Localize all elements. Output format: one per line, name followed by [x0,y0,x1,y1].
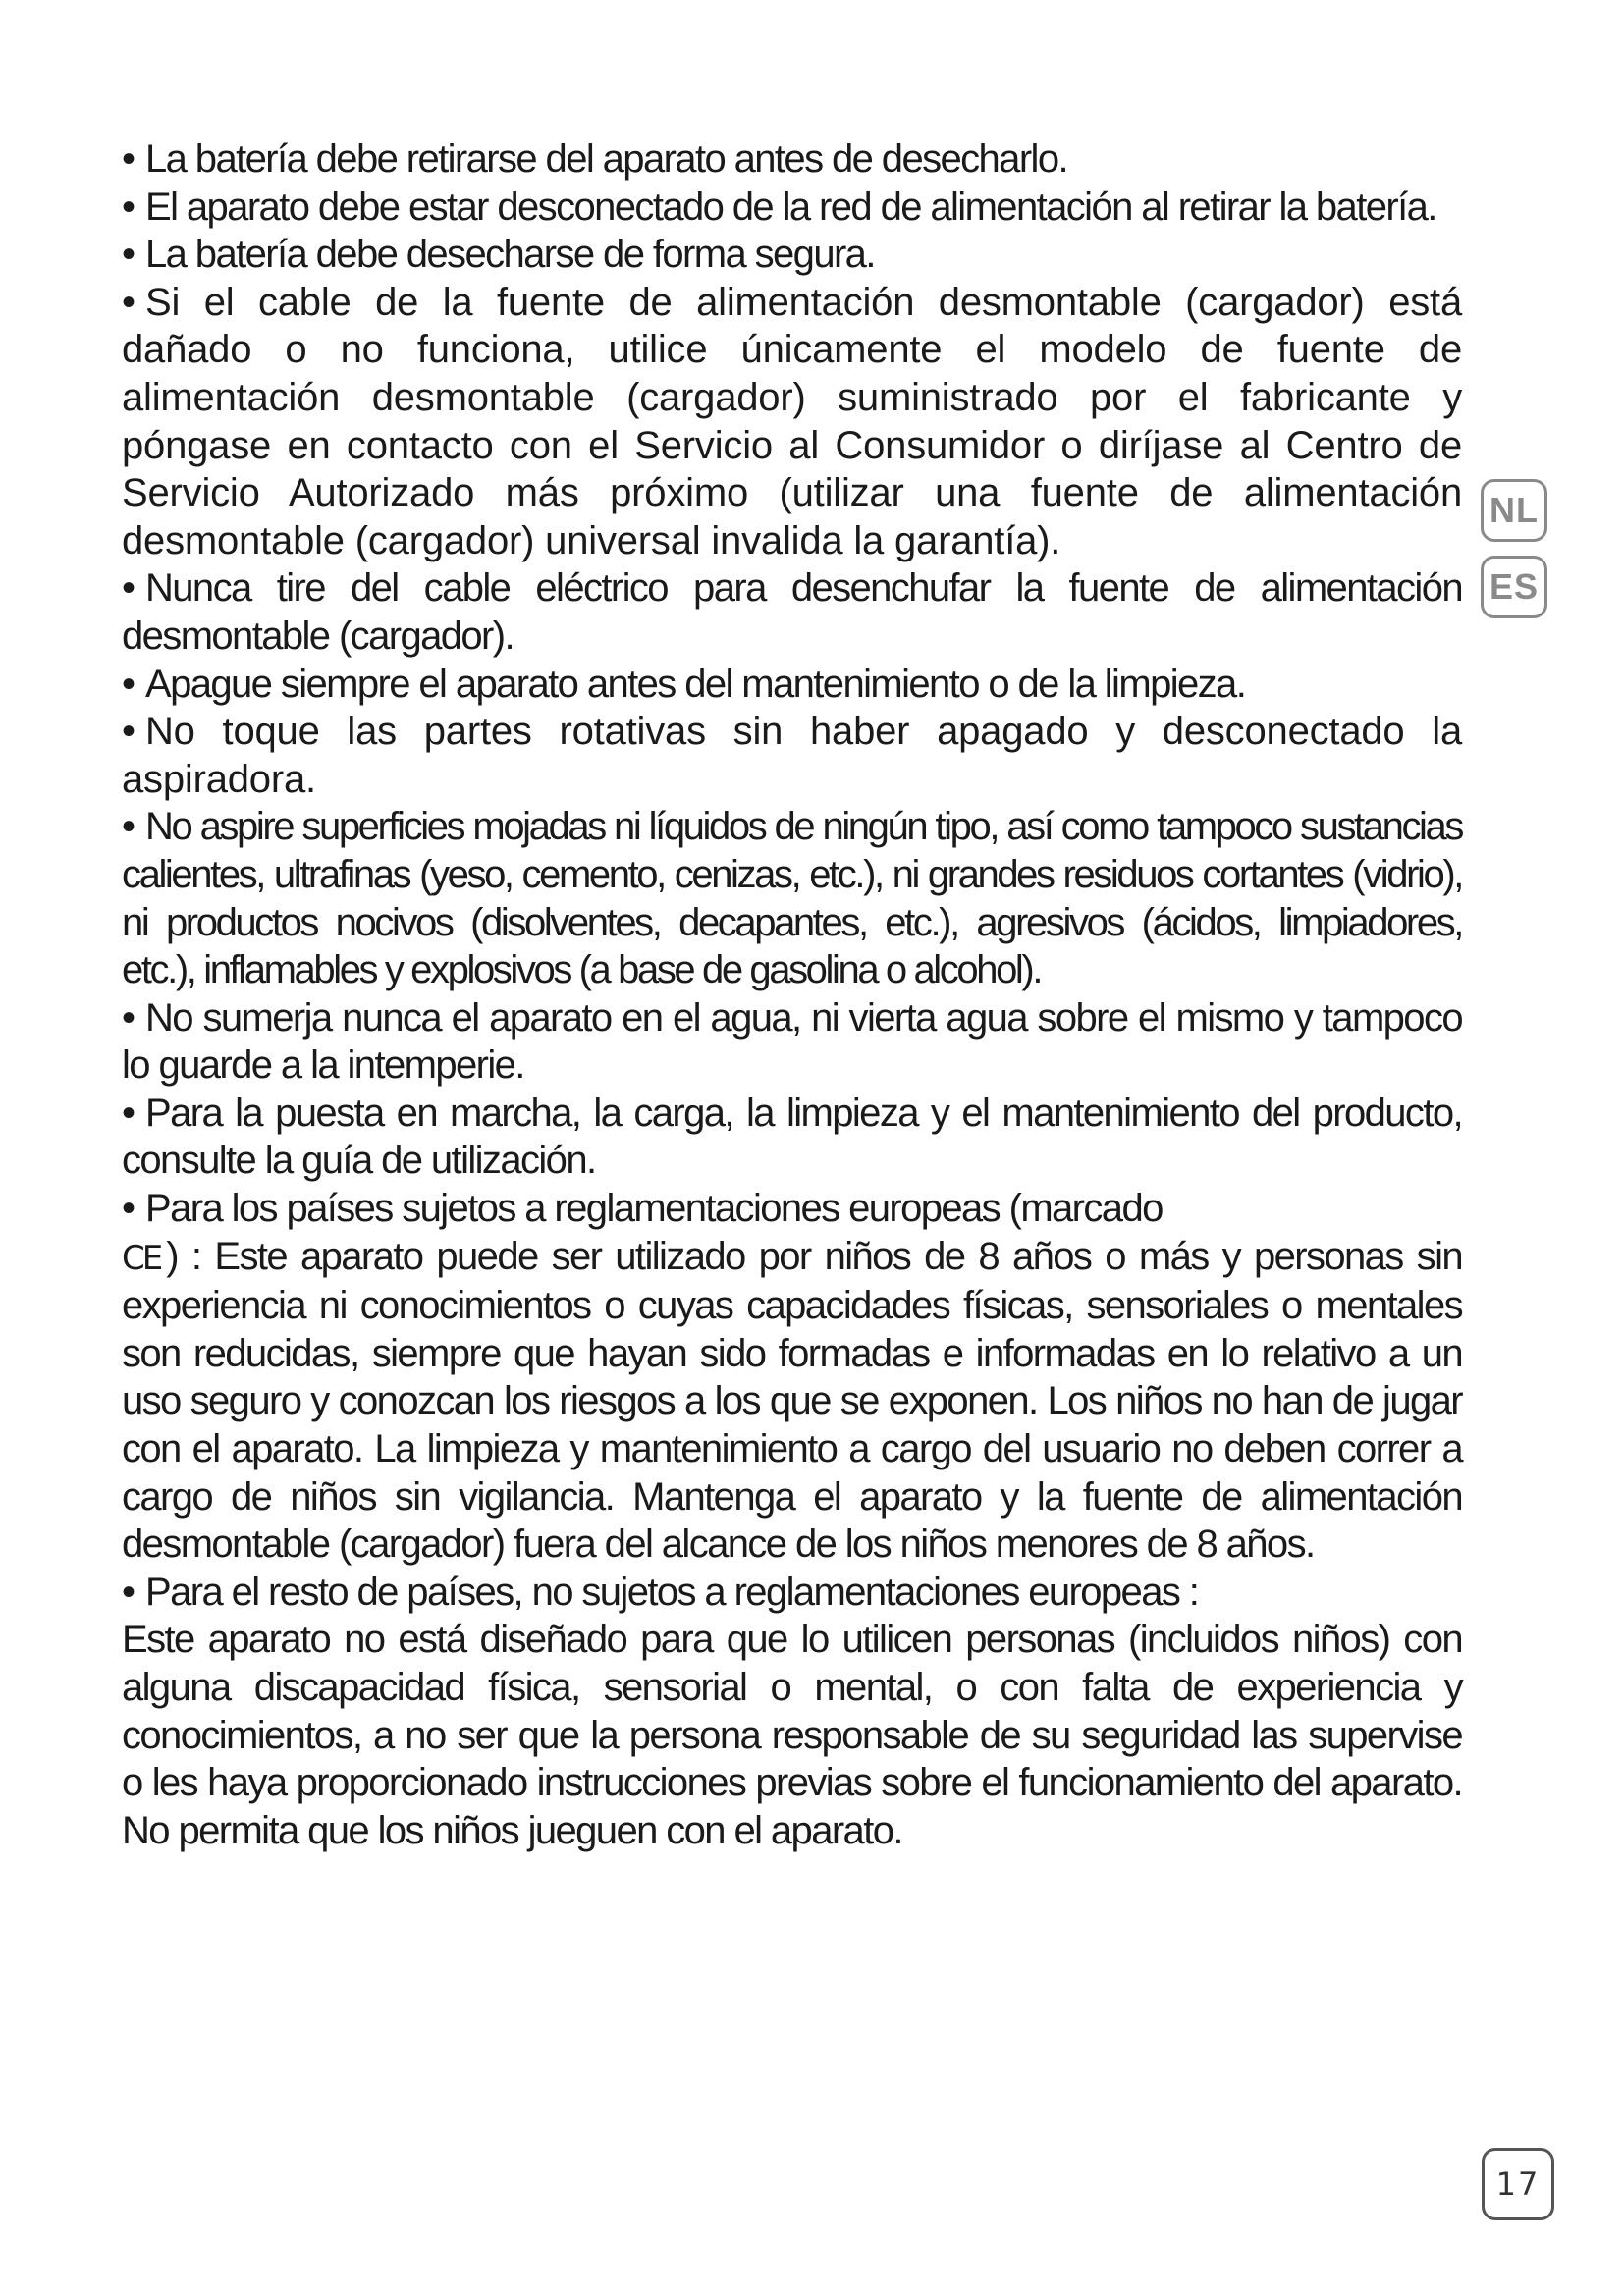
paragraph-text: No aspire superficies mojadas ni líquidos de ningún tipo, así como tampoco sustancias calientes, ultrafinas (yeso, cemento, cenizas, etc.), ni grandes residuos cortantes (vidrio), ni productos nocivos (disolventes, decapantes, etc.), agresivos (ácidos, limpiadores, etc.), inflamables y explosivos (a base de gasolina o alcohol). [122,805,1462,992]
bullet: • [122,233,135,277]
paragraph-other-countries [122,1569,1462,1855]
paragraph-battery-removal [122,135,1462,184]
bullet: • [122,662,135,706]
paragraph-text: No toque las partes rotativas sin haber apagado y desconectado la aspiradora. [122,710,1462,801]
paragraph-eu-regulations [122,1185,1462,1569]
paragraph-user-guide [122,1090,1462,1185]
paragraph-lead: Para el resto de países, no sujetos a reglamentaciones europeas : [145,1570,1199,1614]
paragraph-text: ) : Este aparato puede ser utilizado por niños de 8 años o más y personas sin experiencia ni conocimientos o cuyas capacidades físicas, sensoriales o mentales son reducidas, siempre que hayan sido formadas e informadas en lo relativo a un uso seguro y conozcan los riesgos a los que se exponen. Los niños no han de jugar con el aparato. La limpieza y mantenimiento a cargo del usuario no deben correr a cargo de niños sin vigilancia. Mantenga el aparato y la fuente de alimentación desmontable (cargador) fuera del alcance de los niños menores de 8 años. [122,1234,1462,1567]
paragraph-switch-off [122,661,1462,709]
paragraph-do-not-vacuum [122,803,1462,993]
paragraph-text: El aparato debe estar desconectado de la red de alimentación al retirar la batería. [145,185,1436,229]
paragraph-text: Si el cable de la fuente de alimentación desmontable (cargador) está dañado o no funciona, utilice únicamente el modelo de fuente de alimentación desmontable (cargador) suministrado por el fabricante y póngase en contacto con el Servicio al Consumidor o diríjase al Centro de Servicio Autorizado más próximo (utilizar una fuente de alimentación desmontable (cargador) universal invalida la garantía). [122,280,1462,562]
paragraph-disconnect-mains [122,184,1462,232]
language-badge-es[interactable]: ES [1481,556,1547,618]
bullet: • [122,280,135,324]
bullet: • [122,1091,135,1135]
paragraph-rotating-parts [122,708,1462,803]
paragraph-lead: Para los países sujetos a reglamentaciones europeas (marcado [145,1187,1163,1231]
language-badge-nl[interactable]: NL [1481,479,1547,542]
bullet: • [122,185,135,229]
bullet: • [122,137,135,181]
paragraph-text: Este aparato no está diseñado para que lo utilicen personas (incluidos niños) con alguna discapacidad física, sensorial o mental, o con falta de experiencia y conocimientos, a no ser que la persona responsable de su seguridad las supervise o les haya proporcionado instrucciones previas sobre el funcionamiento del aparato. No permita que los niños jueguen con el aparato. [122,1618,1462,1852]
paragraph-text: No sumerja nunca el aparato en el agua, ni vierta agua sobre el mismo y tampoco lo guarde a la intemperie. [122,995,1462,1088]
document-body [122,135,1462,1854]
paragraph-battery-disposal [122,231,1462,279]
paragraph-text: Apague siempre el aparato antes del mantenimiento o de la limpieza. [145,662,1246,706]
bullet: • [122,805,134,849]
paragraph-water-warning [122,994,1462,1090]
bullet: • [122,710,135,754]
bullet: • [122,1570,135,1614]
paragraph-text: Nunca tire del cable eléctrico para desenchufar la fuente de alimentación desmontable (cargador). [122,566,1462,658]
paragraph-unplug-warning [122,564,1462,660]
bullet: • [122,995,135,1040]
paragraph-text: La batería debe retirarse del aparato antes de desecharlo. [145,137,1067,181]
page-number: 17 [1482,2148,1554,2220]
ce-mark-icon: CE [122,1238,161,1278]
paragraph-text: La batería debe desecharse de forma segura. [145,233,875,277]
bullet: • [122,566,135,611]
paragraph-charger-cable-damaged [122,279,1462,565]
bullet: • [122,1187,135,1231]
paragraph-text: Para la puesta en marcha, la carga, la limpieza y el mantenimiento del producto, consulte la guía de utilización. [122,1091,1462,1183]
